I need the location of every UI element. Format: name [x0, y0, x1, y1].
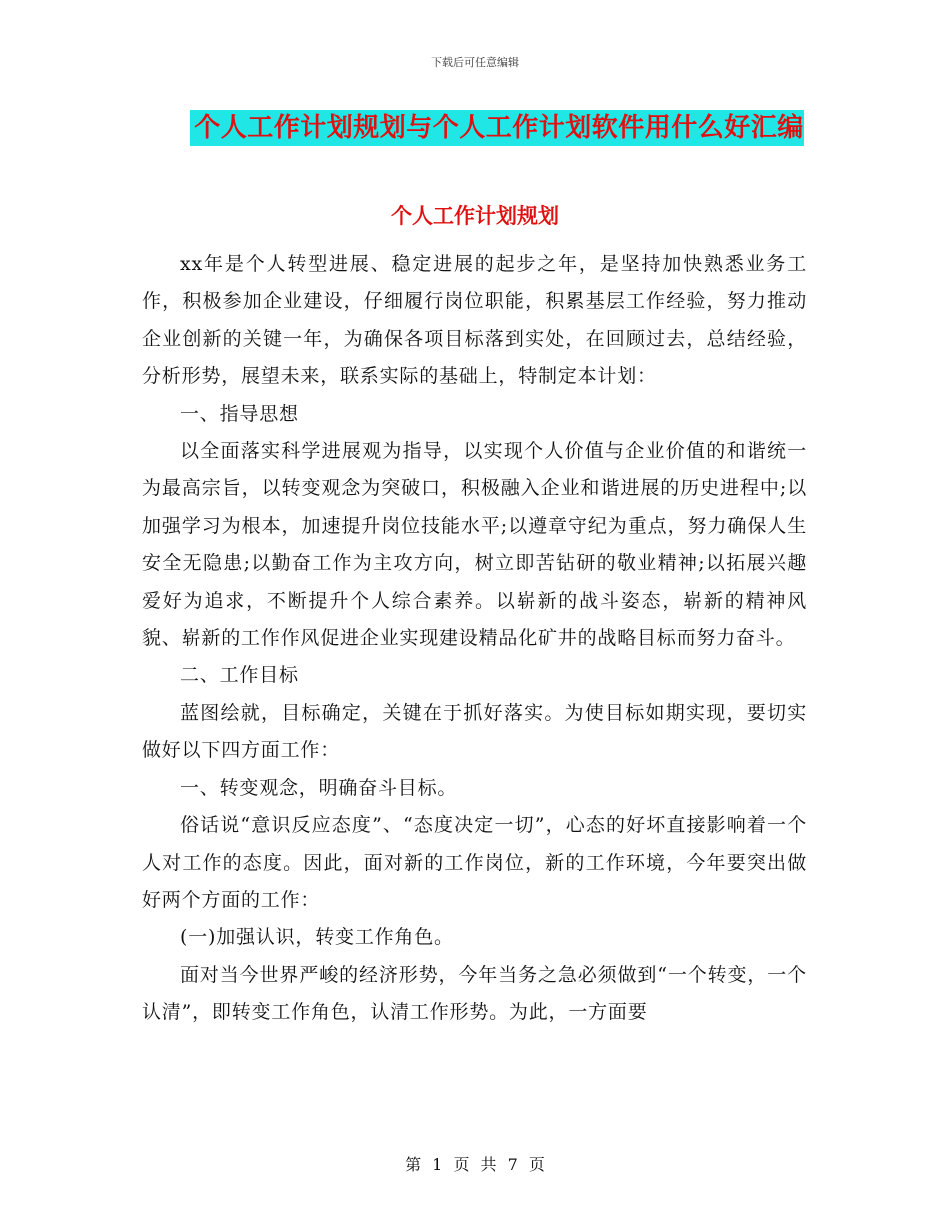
document-body — [142, 246, 807, 1032]
section-title: 个人工作计划规划 — [391, 203, 559, 228]
document-title-wrap — [0, 110, 950, 146]
document-title: 个人工作计划规划与个人工作计划软件用什么好汇编 — [190, 110, 804, 146]
paragraph: xx年是个人转型进展、稳定进展的起步之年，是坚持加快熟悉业务工作，积极参加企业建设，仔细履行岗位职能，积累基层工作经验，努力推动企业创新的关键一年，为确保各项目标落到实处，在回顾过去，总结经验，分析形势，展望未来，联系实际的基础上，特制定本计划： — [142, 253, 807, 388]
paragraph: 一、转变观念，明确奋斗目标。 — [180, 776, 458, 799]
page-footer: 第 1 页 共 7 页 — [405, 1155, 545, 1174]
paragraph: 俗话说“意识反应态度”、“态度决定一切”，心态的好坏直接影响着一个人对工作的态度。因此，面对新的工作岗位，新的工作环境，今年要突出做好两个方面的工作： — [142, 814, 807, 911]
paragraph: (一)加强认识，转变工作角色。 — [180, 926, 454, 949]
paragraph: 面对当今世界严峻的经济形势，今年当务之急必须做到“一个转变，一个认清”，即转变工作角色，认清工作形势。为此，一方面要 — [142, 963, 807, 1024]
header-note: 下载后可任意编辑 — [431, 56, 519, 69]
paragraph: 蓝图绘就，目标确定，关键在于抓好落实。为使目标如期实现，要切实做好以下四方面工作： — [142, 701, 807, 762]
paragraph: 二、工作目标 — [180, 664, 299, 687]
paragraph: 以全面落实科学进展观为指导，以实现个人价值与企业价值的和谐统一为最高宗旨，以转变观念为突破口，积极融入企业和谐进展的历史进程中;以加强学习为根本，加速提升岗位技能水平;以遵章守纪为重点，努力确保人生安全无隐患;以勤奋工作为主攻方向，树立即苦钻研的敬业精神;以拓展兴趣爱好为追求，不断提升个人综合素养。以崭新的战斗姿态，崭新的精神风貌、崭新的工作作风促进企业实现建设精品化矿井的战略目标而努力奋斗。 — [142, 440, 807, 650]
paragraph: 一、指导思想 — [180, 402, 299, 425]
